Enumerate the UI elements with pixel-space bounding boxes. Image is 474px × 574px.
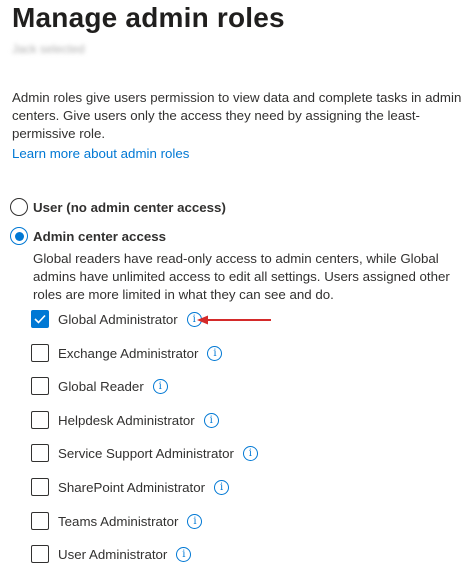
radio-button[interactable] (10, 227, 28, 245)
checkbox[interactable] (31, 377, 49, 395)
checkbox[interactable] (31, 545, 49, 563)
role-sharepoint-administrator[interactable] (31, 477, 229, 497)
radio-admin-center-access[interactable] (10, 227, 166, 245)
checkbox[interactable] (31, 310, 49, 328)
learn-more-link[interactable]: Learn more about admin roles (12, 146, 190, 161)
info-icon[interactable]: i (214, 480, 229, 495)
info-icon[interactable]: i (176, 547, 191, 562)
info-icon[interactable]: i (187, 312, 202, 327)
admin-roles-description: Admin roles give users permission to view data and complete tasks in admin centers. Give users only the access they need by assigning the least-permissive role. (12, 90, 462, 141)
radio-button[interactable] (10, 198, 28, 216)
info-icon[interactable]: i (207, 346, 222, 361)
selected-user-subtitle: Jack selected (12, 42, 85, 56)
role-helpdesk-administrator[interactable] (31, 410, 219, 430)
role-exchange-administrator[interactable] (31, 343, 222, 363)
info-icon[interactable]: i (187, 514, 202, 529)
admin-center-description: Global readers have read-only access to admin centers, while Global admins have unlimited access to edit all settings. Users assigned other roles are more limited in what they can see and do. (33, 251, 450, 302)
role-label: Teams Administrator (58, 513, 179, 529)
role-label: Helpdesk Administrator (58, 412, 195, 428)
radio-selected-dot (15, 232, 24, 241)
role-label: User Administrator (58, 546, 168, 562)
role-service-support-administrator[interactable] (31, 443, 258, 463)
annotation-arrow-icon (196, 313, 272, 327)
radio-label: Admin center access (33, 228, 167, 244)
role-label: Global Administrator (58, 311, 178, 327)
role-label: Service Support Administrator (58, 445, 234, 461)
radio-user-no-access[interactable] (10, 198, 226, 216)
role-label: Global Reader (58, 378, 144, 394)
role-teams-administrator[interactable] (31, 511, 202, 531)
checkbox[interactable] (31, 512, 49, 530)
checkmark-icon (34, 314, 46, 324)
page-title: Manage admin roles (12, 2, 285, 33)
info-icon[interactable]: i (204, 413, 219, 428)
role-user-administrator[interactable] (31, 544, 191, 564)
info-icon[interactable]: i (153, 379, 168, 394)
info-icon[interactable]: i (243, 446, 258, 461)
role-global-reader[interactable] (31, 376, 168, 396)
radio-label: User (no admin center access) (33, 199, 226, 215)
checkbox[interactable] (31, 411, 49, 429)
checkbox[interactable] (31, 478, 49, 496)
role-label: SharePoint Administrator (58, 479, 206, 495)
role-global-administrator[interactable] (31, 309, 202, 329)
checkbox[interactable] (31, 344, 49, 362)
checkbox[interactable] (31, 444, 49, 462)
role-label: Exchange Administrator (58, 345, 199, 361)
